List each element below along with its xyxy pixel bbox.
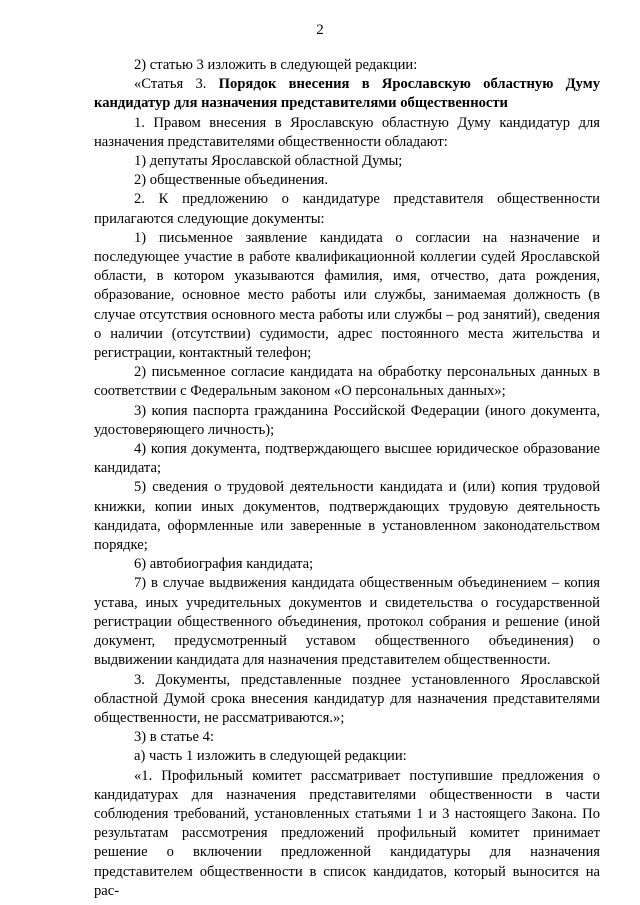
page-number: 2	[316, 22, 324, 38]
paragraph: 6) автобиография кандидата;	[134, 556, 314, 573]
paragraph: 1) депутаты Ярославской областной Думы;	[134, 153, 403, 170]
paragraph: 2) общественные объединения.	[134, 172, 328, 189]
paragraph: 3. Документы, представленные позднее установленного Ярославской областной Думой срока внесения кандидатур для назначения представителями общественности, не рассматриваются.»;	[94, 671, 600, 726]
paragraph: 1) письменное заявление кандидата о согласии на назначение и последующее участие в работе квалификационной коллегии судей Ярославской области, в котором указываются фамилия, имя, отчество, дата рождения, образование, основное место работы или службы, занимаемая должность (в случае отсутствия основного места работы или службы – род занятий), сведения о наличии (отсутствии) судимости, адрес постоянного места жительства и регистрации, контактный телефон;	[94, 229, 600, 362]
paragraph: 2) статью 3 изложить в следующей редакции:	[134, 57, 418, 73]
paragraph: 7) в случае выдвижения кандидата общественным объединением – копия устава, иных учредительных документов и свидетельства о государственной регистрации общественного объединения, протокол собрания и решение (иной документ, предусмотренный уставом общественного объединения) о выдвижении кандидата для назначения представителем общественности.	[94, 575, 600, 669]
paragraph: 5) сведения о трудовой деятельности кандидата и (или) копия трудовой книжки, копии иных документов, подтверждающих трудовую деятельность кандидата, оформленные или заверенные в установленном законодательством порядке;	[94, 479, 600, 554]
paragraph: 3) в статье 4:	[134, 729, 214, 746]
paragraph: 2. К предложению о кандидатуре представителя общественности прилагаются следующие документы:	[94, 191, 600, 227]
article-heading-prefix: «Статья 3.	[134, 76, 219, 93]
document-body	[94, 56, 600, 901]
paragraph: 4) копия документа, подтверждающего высшее юридическое образование кандидата;	[94, 441, 600, 477]
article-heading-title: Порядок внесения в Ярославскую областную Думу кандидатур для назначения представителями общественности	[94, 76, 600, 112]
paragraph: 2) письменное согласие кандидата на обработку персональных данных в соответствии с Федеральным законом «О персональных данных»;	[94, 364, 600, 400]
paragraph: а) часть 1 изложить в следующей редакции:	[134, 748, 407, 765]
paragraph: 3) копия паспорта гражданина Российской Федерации (иного документа, удостоверяющего личность);	[94, 402, 600, 438]
article-heading	[94, 75, 600, 113]
paragraph: «1. Профильный комитет рассматривает поступившие предложения о кандидатурах для назначения представителями общественности в части соблюдения требований, установленных статьями 1 и 3 настоящего Закона. По результатам рассмотрения предложений профильный комитет принимает решение о включении предложенной кандидатуры для назначения представителем общественности в список кандидатов, который выносится на рас-	[94, 767, 600, 899]
paragraph: 1. Правом внесения в Ярославскую областную Думу кандидатур для назначения представителями общественности обладают:	[94, 114, 600, 150]
